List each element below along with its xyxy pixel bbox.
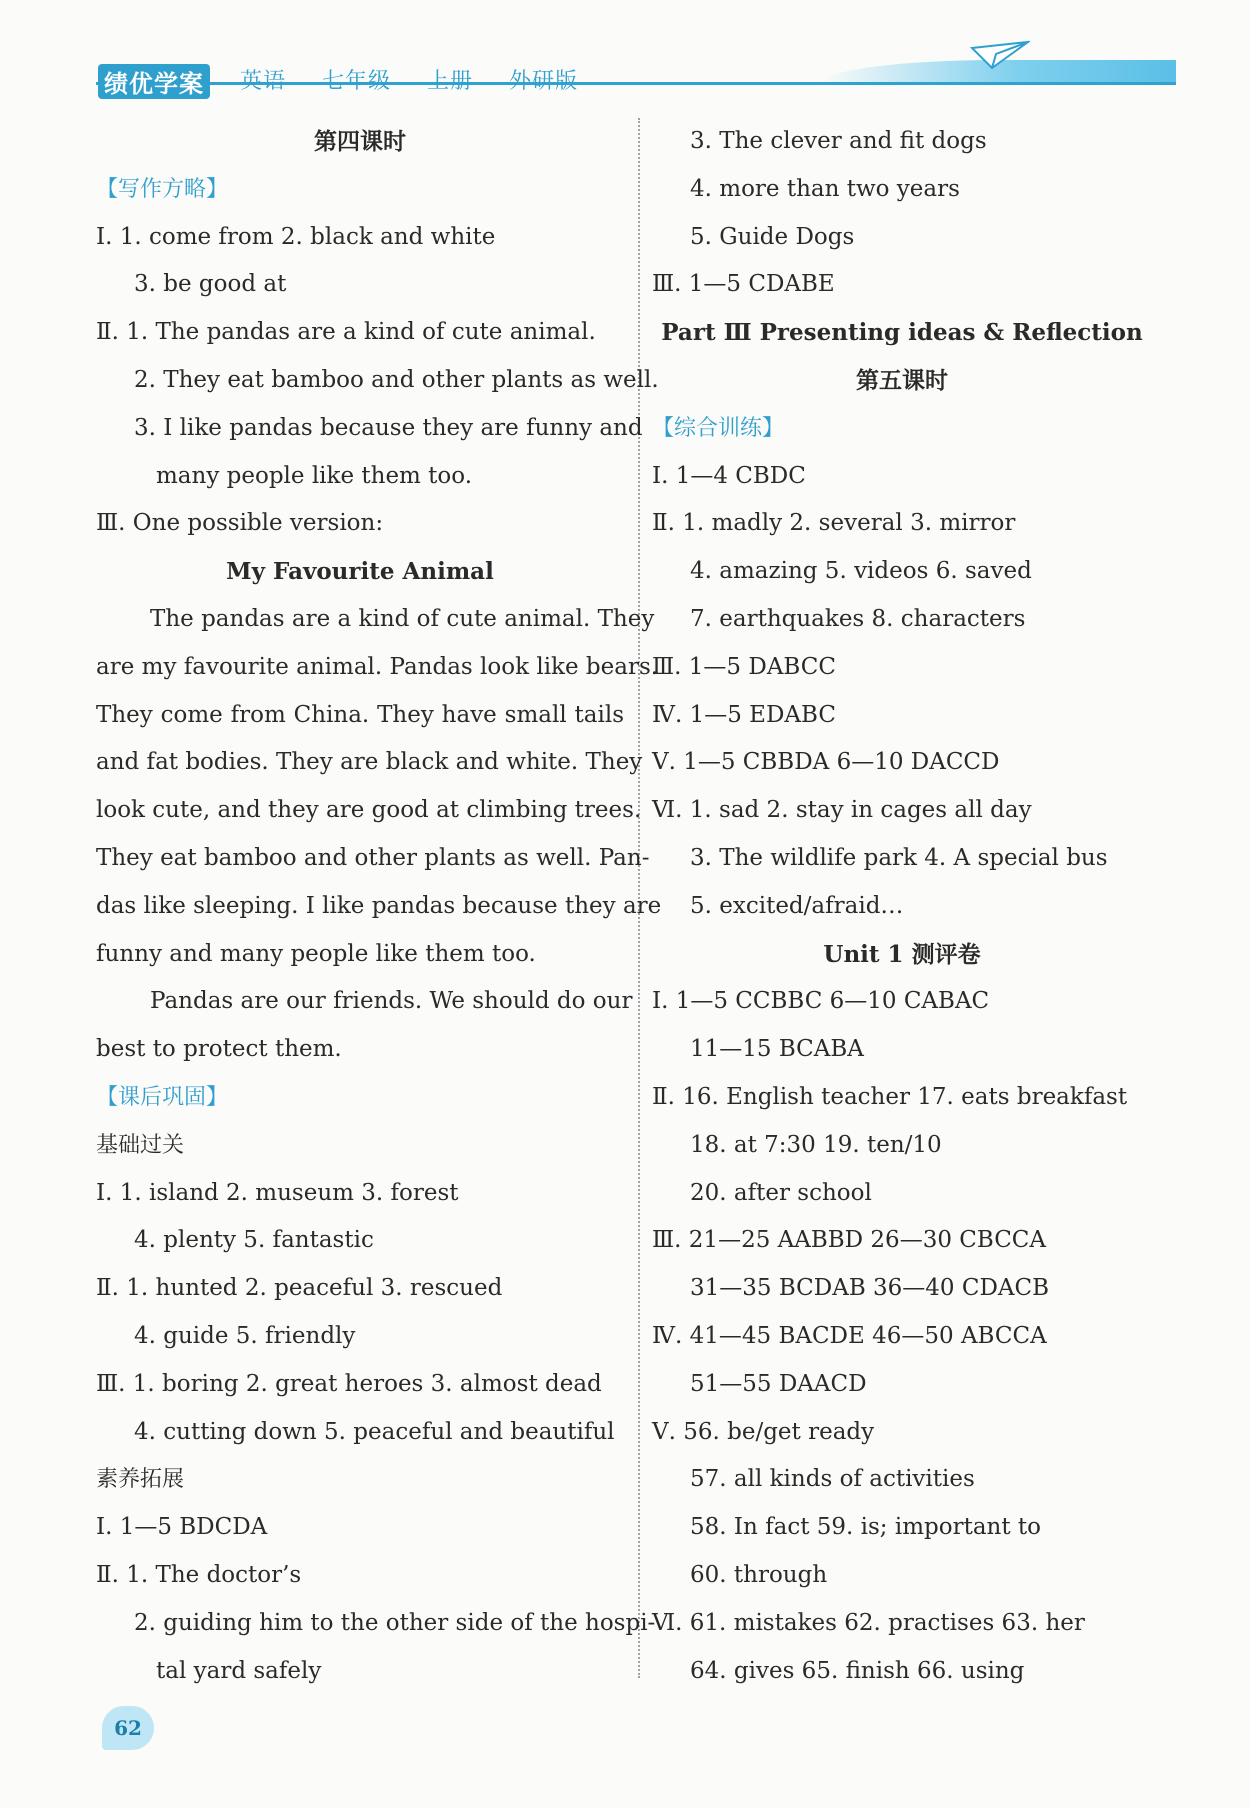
left-answer-line: 3. I like pandas because they are funny and bbox=[134, 414, 643, 441]
left-answer-line: The pandas are a kind of cute animal. They bbox=[150, 605, 655, 632]
left-answer-line: das like sleeping. I like pandas because they are bbox=[96, 892, 662, 919]
left-answer-line: 3. be good at bbox=[134, 271, 287, 298]
left-answer-line: 【课后巩固】 bbox=[96, 1084, 229, 1110]
left-answer-line: best to protect them. bbox=[96, 1036, 342, 1063]
left-answer-line: 基础过关 bbox=[96, 1132, 185, 1158]
left-answer-line: 2. guiding him to the other side of the hospi- bbox=[134, 1609, 656, 1636]
left-answer-line: Pandas are our friends. We should do our bbox=[150, 988, 633, 1015]
page-header bbox=[0, 0, 1250, 110]
header-subject: 英语 bbox=[240, 69, 287, 94]
right-answer-line: Ⅰ. 1—4 CBDC bbox=[652, 462, 806, 489]
right-answer-line: 57. all kinds of activities bbox=[690, 1466, 975, 1493]
right-answer-line: 4. more than two years bbox=[690, 175, 960, 202]
left-answer-line: Ⅰ. 1. island 2. museum 3. forest bbox=[96, 1179, 459, 1206]
right-answer-line: 31—35 BCDAB 36—40 CDACB bbox=[690, 1275, 1050, 1302]
right-answer-line: Ⅱ. 1. madly 2. several 3. mirror bbox=[652, 510, 1016, 537]
right-answer-line: Ⅲ. 1—5 CDABE bbox=[652, 271, 835, 298]
right-answer-line: Ⅱ. 16. English teacher 17. eats breakfast bbox=[652, 1083, 1128, 1110]
left-answer-line: Ⅰ. 1—5 BDCDA bbox=[96, 1514, 268, 1541]
right-answer-line: 【综合训练】 bbox=[652, 415, 785, 441]
left-answer-line: My Favourite Animal bbox=[226, 558, 494, 586]
right-answer-line: 5. excited/afraid… bbox=[690, 892, 904, 919]
right-answer-line: 18. at 7:30 19. ten/10 bbox=[690, 1131, 942, 1158]
left-answer-line: Ⅲ. 1. boring 2. great heroes 3. almost dead bbox=[96, 1370, 602, 1397]
left-answer-line: funny and many people like them too. bbox=[96, 940, 536, 967]
right-answer-line: 3. The clever and fit dogs bbox=[690, 128, 987, 154]
left-answer-line: 【写作方略】 bbox=[96, 176, 229, 202]
left-answer-line: are my favourite animal. Pandas look like bears. bbox=[96, 653, 659, 680]
right-answer-line: Ⅴ. 1—5 CBBDA 6—10 DACCD bbox=[652, 749, 1000, 776]
right-answer-line: Ⅰ. 1—5 CCBBC 6—10 CABAC bbox=[652, 988, 990, 1015]
header-volume: 上册 bbox=[427, 69, 474, 94]
left-answer-line: 第四课时 bbox=[314, 128, 406, 155]
left-answer-line: Ⅱ. 1. hunted 2. peaceful 3. rescued bbox=[96, 1275, 503, 1302]
left-answer-line: look cute, and they are good at climbing trees. bbox=[96, 797, 642, 824]
right-answer-line: Ⅵ. 61. mistakes 62. practises 63. her bbox=[652, 1609, 1085, 1636]
right-answer-line: 4. amazing 5. videos 6. saved bbox=[690, 558, 1032, 585]
right-answer-line: 20. after school bbox=[690, 1179, 872, 1206]
header-meta bbox=[240, 64, 606, 95]
left-answer-line: many people like them too. bbox=[156, 462, 473, 489]
right-answer-line: Part Ⅲ Presenting ideas & Reflection bbox=[661, 319, 1143, 347]
left-answer-line: 4. guide 5. friendly bbox=[134, 1322, 356, 1349]
right-answer-line: 3. The wildlife park 4. A special bus bbox=[690, 844, 1108, 871]
left-answer-line: tal yard safely bbox=[156, 1657, 322, 1684]
right-answer-line: 11—15 BCABA bbox=[690, 1036, 864, 1063]
left-answer-line: Ⅰ. 1. come from 2. black and white bbox=[96, 223, 496, 250]
page-number: 62 bbox=[102, 1706, 154, 1750]
left-answer-line: They come from China. They have small tails bbox=[96, 701, 624, 728]
left-answer-line: Ⅱ. 1. The doctor’s bbox=[96, 1561, 302, 1588]
right-answer-line: 51—55 DAACD bbox=[690, 1370, 867, 1397]
left-answer-line: Ⅲ. One possible version: bbox=[96, 510, 384, 537]
right-answer-line: Unit 1 测评卷 bbox=[823, 940, 981, 968]
right-answer-line: 64. gives 65. finish 66. using bbox=[690, 1657, 1025, 1684]
right-answer-line: 60. through bbox=[690, 1561, 828, 1588]
right-answer-line: Ⅲ. 1—5 DABCC bbox=[652, 653, 836, 680]
left-answer-line: They eat bamboo and other plants as well. Pan- bbox=[96, 844, 650, 871]
right-answer-line: Ⅴ. 56. be/get ready bbox=[652, 1418, 875, 1445]
left-answer-line: 素养拓展 bbox=[96, 1467, 185, 1493]
paper-plane-icon bbox=[970, 38, 1030, 72]
right-answer-line: Ⅵ. 1. sad 2. stay in cages all day bbox=[652, 797, 1032, 824]
header-edition: 外研版 bbox=[509, 69, 579, 94]
right-answer-line: 5. Guide Dogs bbox=[690, 223, 855, 250]
left-answer-line: 4. cutting down 5. peaceful and beautiful bbox=[134, 1418, 615, 1445]
left-answer-line: 2. They eat bamboo and other plants as well. bbox=[134, 366, 659, 393]
right-answer-line: 第五课时 bbox=[856, 366, 948, 394]
left-answer-line: Ⅱ. 1. The pandas are a kind of cute animal. bbox=[96, 319, 596, 346]
right-answer-line: Ⅳ. 1—5 EDABC bbox=[652, 701, 836, 728]
left-answer-line: 4. plenty 5. fantastic bbox=[134, 1227, 374, 1254]
brand-logo: 绩优学案 bbox=[98, 64, 210, 99]
right-answer-line: 58. In fact 59. is; important to bbox=[690, 1514, 1042, 1541]
right-answer-line: Ⅳ. 41—45 BACDE 46—50 ABCCA bbox=[652, 1322, 1047, 1349]
header-grade: 七年级 bbox=[322, 69, 392, 94]
right-column bbox=[652, 118, 1152, 1695]
right-answer-line: 7. earthquakes 8. characters bbox=[690, 605, 1026, 632]
left-answer-line: and fat bodies. They are black and white. They bbox=[96, 749, 643, 776]
right-answer-line: Ⅲ. 21—25 AABBD 26—30 CBCCA bbox=[652, 1227, 1046, 1254]
left-column bbox=[96, 118, 662, 1695]
